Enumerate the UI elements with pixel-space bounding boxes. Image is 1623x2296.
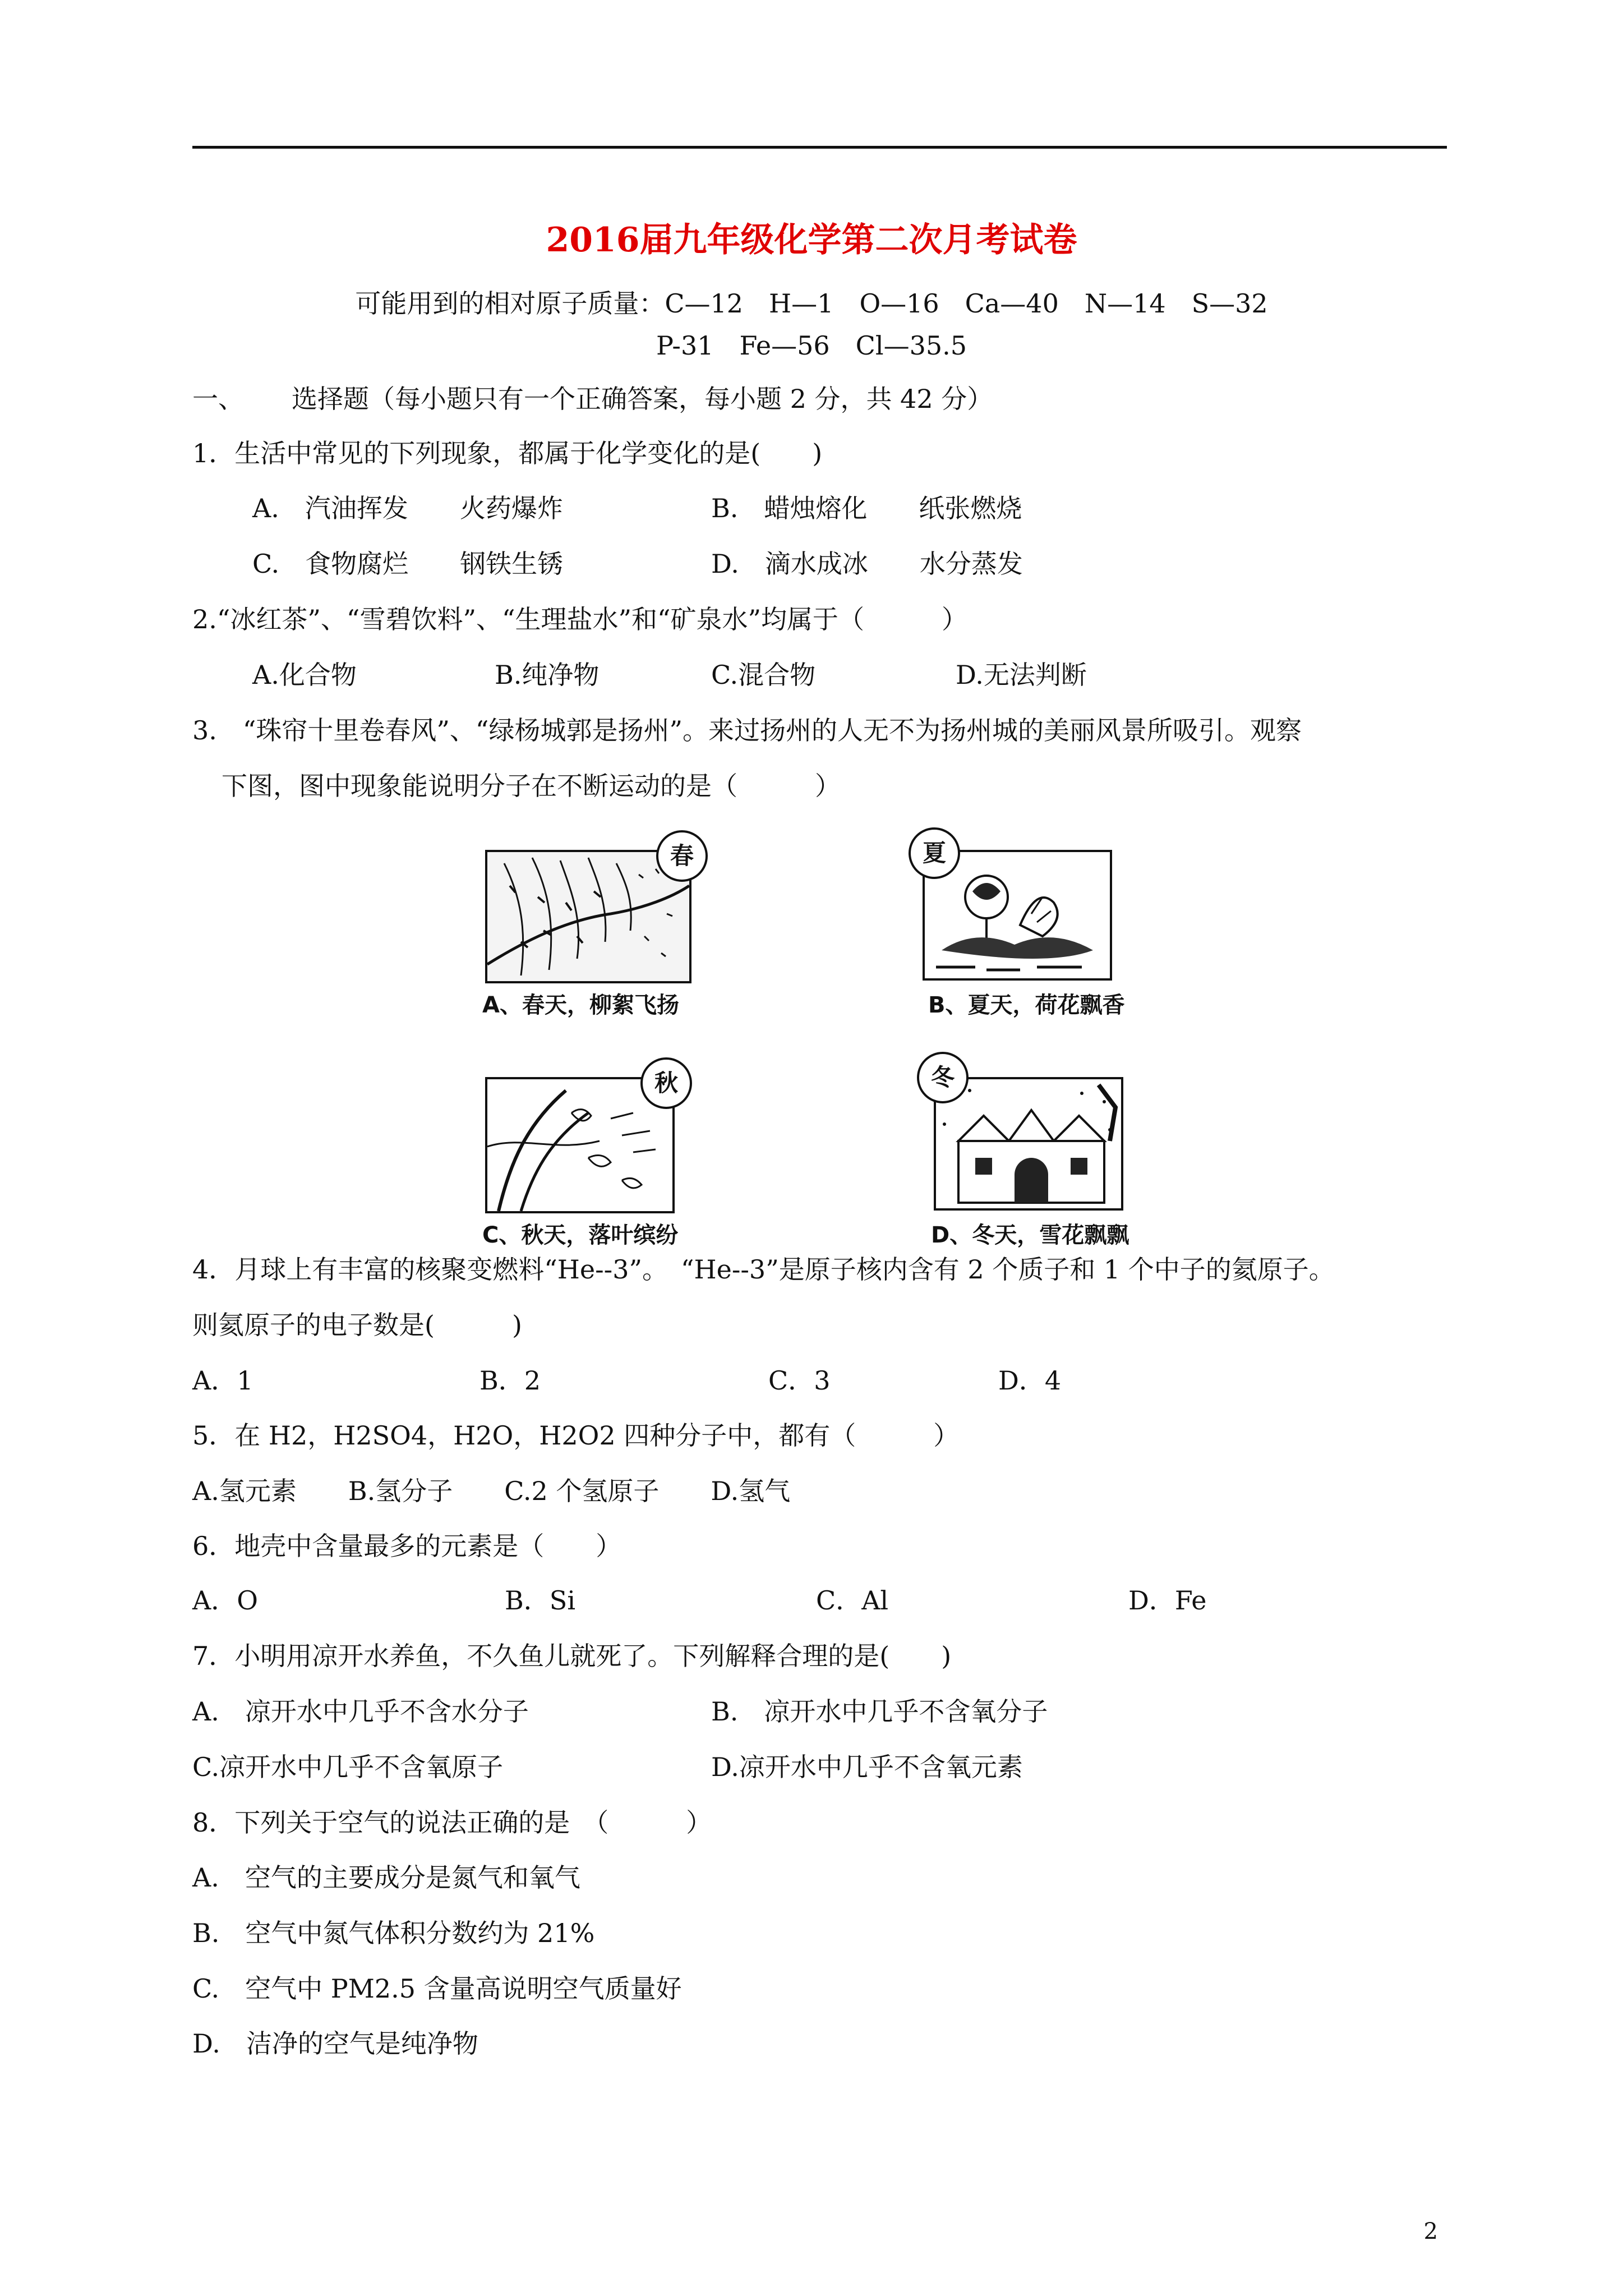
q3-picture-winter <box>903 1052 1172 1251</box>
atomic-mass-line-1: 可能用到的相对原子质量：C—12 H—1 O—16 Ca—40 N—14 S—32 <box>355 288 1268 319</box>
q1-option-b: B. 蜡烛熔化 纸张燃烧 <box>711 493 1022 523</box>
q3-stem-line-1: 3. “珠帘十里卷春风”、“绿杨城郭是扬州”。来过扬州的人无不为扬州城的美丽风景所吸引。观察 <box>192 715 1302 746</box>
q2-stem: 2.“冰红茶”、“雪碧饮料”、“生理盐水”和“矿泉水”均属于（ ） <box>192 604 968 634</box>
snow-city-gate-illustration <box>936 1079 1121 1208</box>
q4-option-d: D．4 <box>998 1365 1062 1396</box>
willow-catkins-illustration <box>487 852 689 981</box>
q3-picture-summer <box>903 827 1172 1021</box>
q4-stem-line-2: 则氦原子的电子数是( ) <box>192 1310 522 1340</box>
q8-option-a: A. 空气的主要成分是氮气和氧气 <box>192 1862 580 1893</box>
falling-leaves-illustration <box>487 1079 672 1211</box>
section-number: 一、 <box>192 384 244 414</box>
q7-stem: 7．小明用凉开水养鱼，不久鱼儿就死了。下列解释合理的是( ) <box>192 1641 952 1671</box>
spring-badge: 春 <box>656 830 708 882</box>
autumn-badge: 秋 <box>640 1057 692 1109</box>
exam-title: 2016届九年级化学第二次月考试卷 <box>546 220 1077 260</box>
winter-image-frame <box>934 1077 1123 1211</box>
q5-stem: 5．在 H2，H2SO4，H2O，H2O2 四种分子中，都有（ ） <box>192 1420 960 1451</box>
q6-option-b: B．Si <box>505 1585 576 1616</box>
header-rule <box>192 146 1447 149</box>
autumn-caption: C、秋天，落叶缤纷 <box>482 1222 679 1248</box>
q4-option-a: A．1 <box>192 1365 253 1396</box>
q3-stem-line-2: 下图，图中现象能说明分子在不断运动的是（ ） <box>222 771 841 801</box>
q4-option-c: C．3 <box>768 1365 831 1396</box>
q2-option-c: C.混合物 <box>711 660 816 690</box>
q1-stem: 1．生活中常见的下列现象，都属于化学变化的是( ) <box>192 438 823 468</box>
q1-option-d: D. 滴水成冰 水分蒸发 <box>711 549 1023 579</box>
q8-option-d: D. 洁净的空气是纯净物 <box>192 2028 478 2059</box>
q7-option-d: D.凉开水中几乎不含氧元素 <box>711 1752 1023 1782</box>
summer-badge: 夏 <box>909 827 960 879</box>
q2-option-a: A.化合物 <box>252 660 357 690</box>
q3-picture-autumn <box>482 1057 751 1251</box>
q6-option-d: D．Fe <box>1128 1585 1207 1616</box>
section-label: 选择题（每小题只有一个正确答案，每小题 2 分，共 42 分） <box>292 384 993 414</box>
q5-options: A.氢元素 B.氢分子 C.2 个氢原子 D.氢气 <box>192 1476 791 1506</box>
q1-option-c: C. 食物腐烂 钢铁生锈 <box>252 549 564 579</box>
q7-option-b: B. 凉开水中几乎不含氧分子 <box>711 1696 1048 1727</box>
q7-option-a: A. 凉开水中几乎不含水分子 <box>192 1696 529 1727</box>
winter-caption: D、冬天，雪花飘飘 <box>931 1222 1129 1248</box>
summer-caption: B、夏天，荷花飘香 <box>928 992 1125 1018</box>
q8-option-b: B. 空气中氮气体积分数约为 21% <box>192 1918 595 1948</box>
q1-option-a: A. 汽油挥发 火药爆炸 <box>252 493 563 523</box>
q4-stem-line-1: 4．月球上有丰富的核聚变燃料“He--3”。 “He--3”是原子核内含有 2 个质子和 1 个中子的氦原子。 <box>192 1254 1335 1285</box>
spring-caption: A、春天，柳絮飞扬 <box>482 992 679 1018</box>
q4-option-b: B．2 <box>479 1365 541 1396</box>
q2-option-d: D.无法判断 <box>956 660 1087 690</box>
q2-option-b: B.纯净物 <box>495 660 600 690</box>
atomic-mass-line-2: P-31 Fe—56 Cl—35.5 <box>656 330 967 361</box>
winter-badge: 冬 <box>917 1052 969 1103</box>
q6-stem: 6．地壳中含量最多的元素是（ ） <box>192 1531 622 1561</box>
page-number: 2 <box>1423 2219 1438 2244</box>
q3-picture-spring <box>482 830 751 1021</box>
q8-stem: 8．下列关于空气的说法正确的是 （ ） <box>192 1807 712 1838</box>
q6-option-c: C．Al <box>816 1585 889 1616</box>
q8-option-c: C. 空气中 PM2.5 含量高说明空气质量好 <box>192 1973 682 2004</box>
q7-option-c: C.凉开水中几乎不含氧原子 <box>192 1752 504 1782</box>
q6-option-a: A．O <box>192 1585 258 1616</box>
